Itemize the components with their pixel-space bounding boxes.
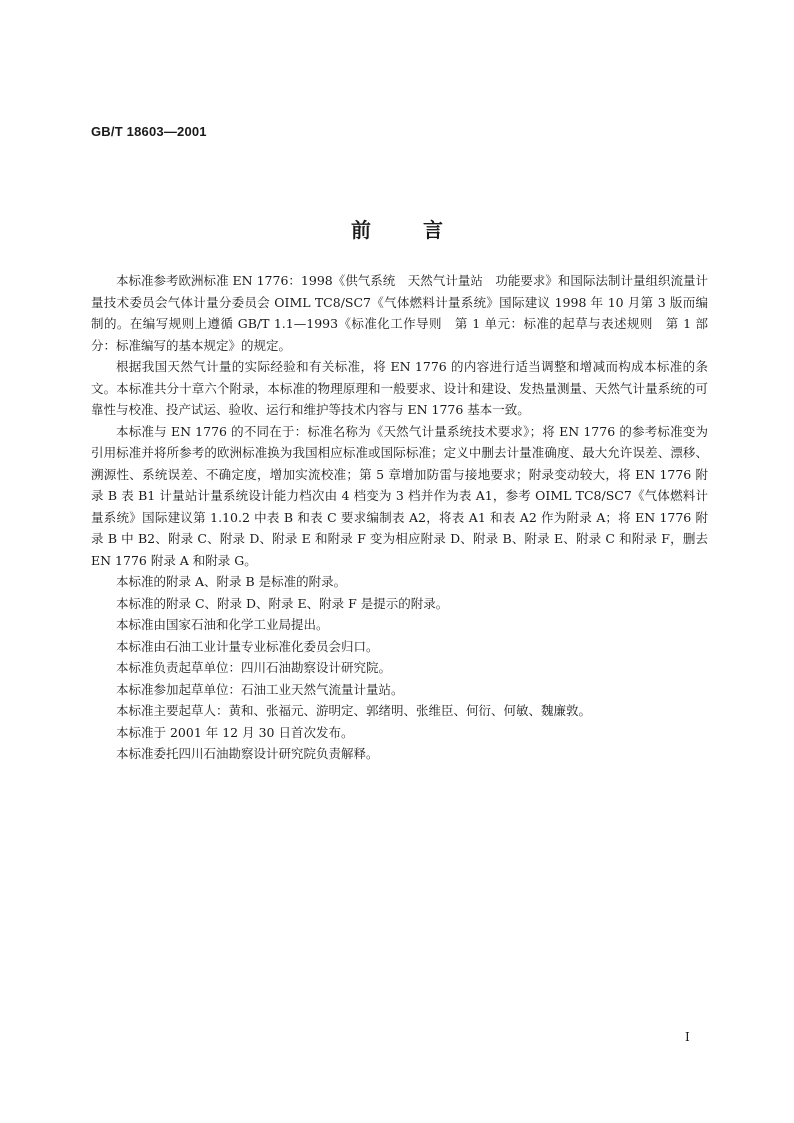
title-char-1: 前 xyxy=(351,218,371,242)
paragraph-drafting-unit: 本标准负责起草单位：四川石油勘察设计研究院。 xyxy=(116,660,392,675)
foreword-body xyxy=(91,270,708,765)
paragraph-informative-annexes: 本标准的附录 C、附录 D、附录 E、附录 F 是提示的附录。 xyxy=(116,595,449,611)
page-title xyxy=(0,214,794,243)
paragraph-differences: 本标准与 EN 1776 的不同在于：标准名称为《天然气计量系统技术要求》；将 EN 1776 的参考标准变为引用标准并将所参考的欧洲标准换为我国相应标准或国际标准；定义中删去计量准确度、最大允许误差、漂移、溯源性、系统误差、不确定度，增加实流校准；第 5 章增加防雷与接地要求；附录变动较大，将 EN 1776 附录 B 表 B1 计量站计量系统设计能力档次由 4 档变为 3 档并作为表 A1，参考 OIML TC8/SC7《气体燃料计量系统》国际建议第 1.10.2 中表 B 和表 C 要求编制表 A2，将表 A1 和表 A2 作为附录 A；将 EN 1776 附录 B 中 B2、附录 C、附录 D、附录 E 和附录 F 变为相应附录 D、附录 B、附录 E、附录 C 和附录 F，删去 EN 1776 附录 A 和附录 G。 xyxy=(91,423,708,568)
paragraph-reference-standards: 本标准参考欧洲标准 EN 1776：1998《供气系统 天然气计量站 功能要求》和国际法制计量组织流量计量技术委员会气体计量分委员会 OIML TC8/SC7《气体燃料计量系统》国际建议 1998 年 10 月第 3 版而编制的。在编写规则上遵循 GB/T 1.1—1993《标准化工作导则 第 1 单元：标准的起草与表述规则 第 1 部分：标准编写的基本规定》的规定。 xyxy=(91,273,708,353)
paragraph-normative-annexes: 本标准的附录 A、附录 B 是标准的附录。 xyxy=(116,574,347,589)
title-char-2: 言 xyxy=(423,218,443,242)
paragraph-drafters: 本标准主要起草人：黄和、张福元、游明定、郭绪明、张维臣、何衍、何敏、魏廉敦。 xyxy=(116,703,592,718)
paragraph-release-date: 本标准于 2001 年 12 月 30 日首次发布。 xyxy=(116,724,354,740)
standard-code: GB/T 18603—2001 xyxy=(91,124,207,139)
page-number: I xyxy=(685,1030,690,1044)
paragraph-structure: 根据我国天然气计量的实际经验和有关标准，将 EN 1776 的内容进行适当调整和增减而构成本标准的条文。本标准共分十章六个附录，本标准的物理原理和一般要求、设计和建设、发热量测量、天然气计量系统的可靠性与校准、投产试运、验收、运行和维护等技术内容与 EN 1776 基本一致。 xyxy=(91,359,708,417)
paragraph-centralized-by: 本标准由石油工业计量专业标准化委员会归口。 xyxy=(116,638,379,654)
paragraph-interpretation: 本标准委托四川石油勘察设计研究院负责解释。 xyxy=(116,746,379,761)
paragraph-participating-unit: 本标准参加起草单位：石油工业天然气流量计量站。 xyxy=(116,681,404,697)
paragraph-proposed-by: 本标准由国家石油和化学工业局提出。 xyxy=(116,617,329,632)
